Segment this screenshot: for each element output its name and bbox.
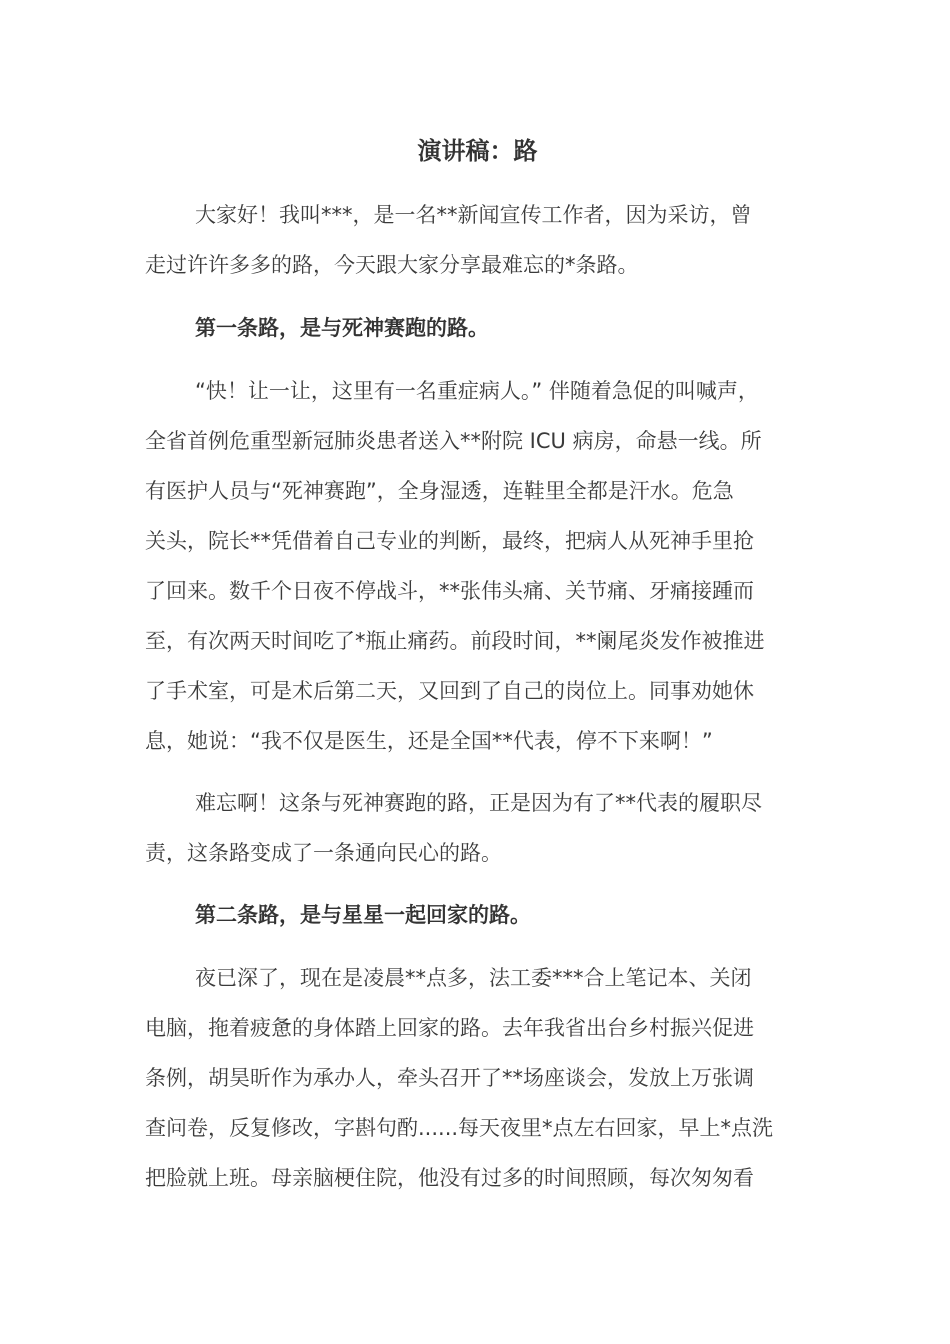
paragraph-intro [145, 190, 810, 290]
section-heading-first-road [145, 303, 810, 353]
section-heading-second-road [145, 890, 810, 940]
heading-line: 第二条路，是与星星一起回家的路。 [195, 903, 531, 927]
document-title: 演讲稿：路 [417, 137, 538, 165]
text-line: 把脸就上班。母亲脑梗住院，他没有过多的时间照顾，每次匆匆看 [145, 1166, 754, 1190]
text-line: 夜已深了，现在是凌晨**点多，法工委***合上笔记本、关闭 [195, 966, 752, 990]
text-line: 关头，院长**凭借着自己专业的判断，最终，把病人从死神手里抢 [145, 529, 754, 553]
heading-line: 第一条路，是与死神赛跑的路。 [195, 316, 489, 340]
text-line: 电脑，拖着疲惫的身体踏上回家的路。去年我省出台乡村振兴促进 [145, 1016, 754, 1040]
paragraph-first-road-summary [145, 778, 810, 878]
text-line: 难忘啊！这条与死神赛跑的路，正是因为有了**代表的履职尽 [195, 791, 762, 815]
text-line: 大家好！我叫***，是一名**新闻宣传工作者，因为采访，曾 [195, 203, 752, 227]
paragraph-first-road-story [145, 366, 810, 766]
text-line: 有医护人员与“死神赛跑”，全身湿透，连鞋里全都是汗水。危急 [145, 479, 734, 503]
text-line: 走过许许多多的路，今天跟大家分享最难忘的*条路。 [145, 253, 639, 277]
text-line: 条例，胡昊昕作为承办人，牵头召开了**场座谈会，发放上万张调 [145, 1066, 754, 1090]
text-line: 责，这条路变成了一条通向民心的路。 [145, 841, 502, 865]
text-line: 至，有次两天时间吃了*瓶止痛药。前段时间，**阑尾炎发作被推进 [145, 629, 765, 653]
text-line: 查问卷，反复修改，字斟句酌......每天夜里*点左右回家，早上*点洗 [145, 1116, 774, 1140]
paragraph-second-road-story [145, 953, 810, 1203]
text-line: 了手术室，可是术后第二天，又回到了自己的岗位上。同事劝她休 [145, 679, 754, 703]
text-line: 全省首例危重型新冠肺炎患者送入**附院 ICU 病房，命悬一线。所 [145, 429, 762, 453]
text-line: 息，她说：“我不仅是医生，还是全国**代表，停不下来啊！” [145, 729, 713, 753]
text-line: 了回来。数千个日夜不停战斗，**张伟头痛、关节痛、牙痛接踵而 [145, 579, 754, 603]
text-line: “快！让一让，这里有一名重症病人。” 伴随着急促的叫喊声， [195, 379, 759, 403]
